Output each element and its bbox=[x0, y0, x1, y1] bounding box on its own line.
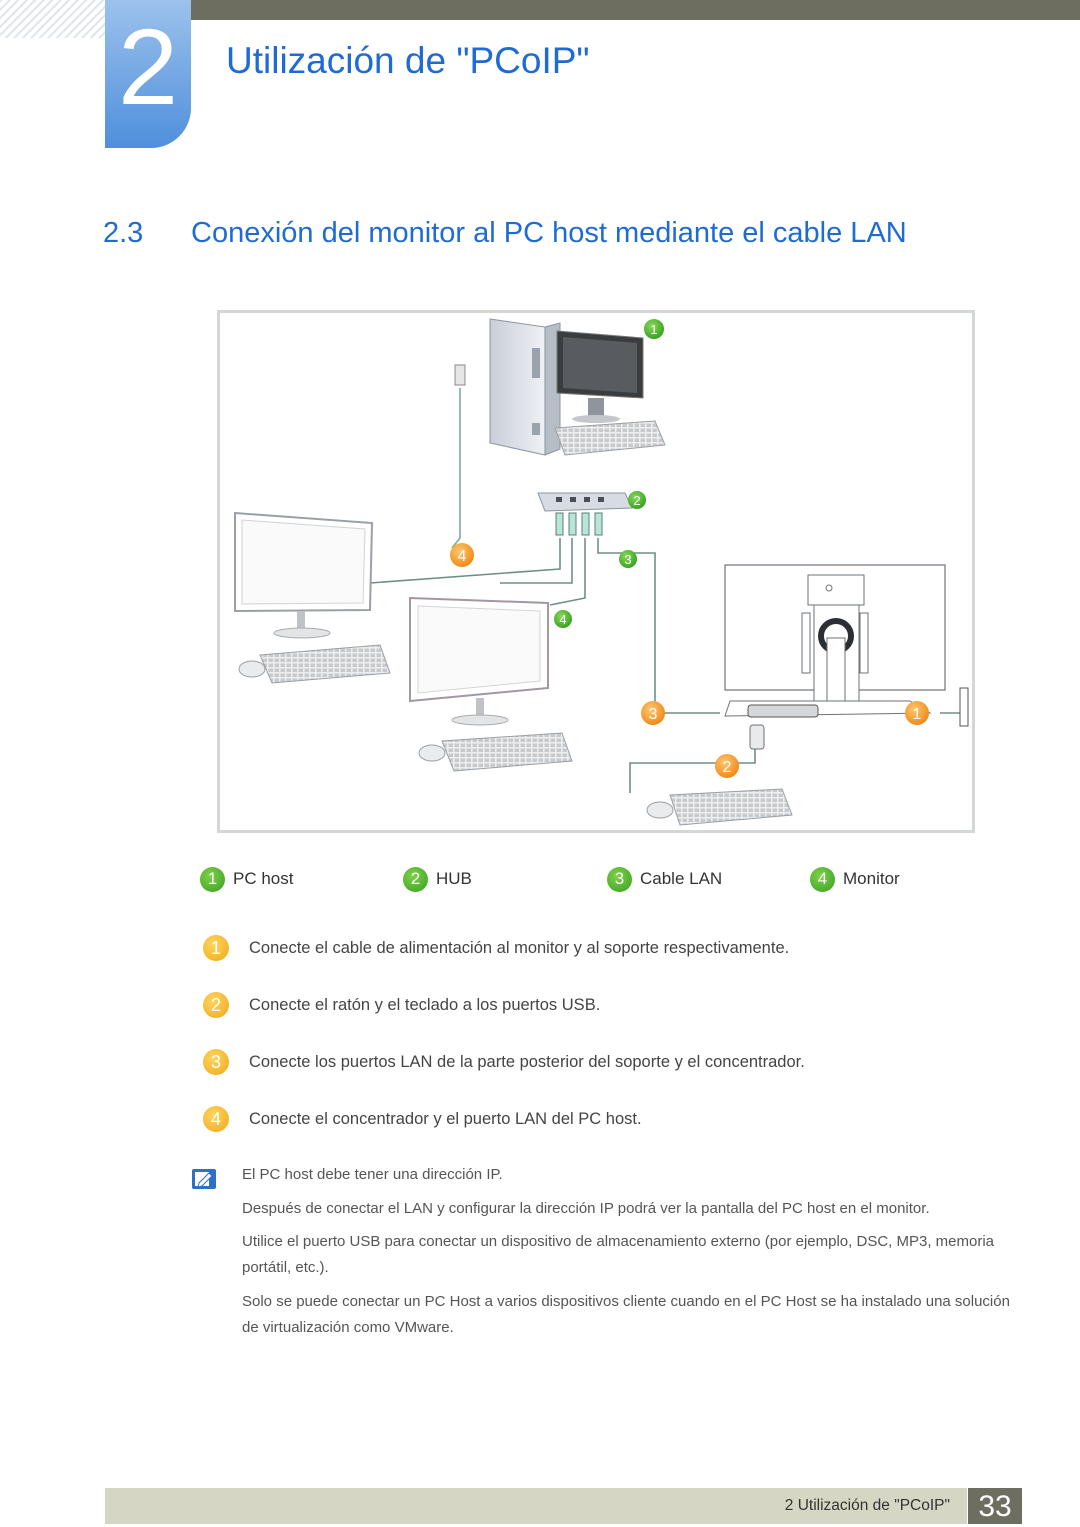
step-item bbox=[203, 1048, 1063, 1076]
note-text: Después de conectar el LAN y configurar la dirección IP podrá ver la pantalla del PC host en el monitor. bbox=[242, 1200, 930, 1217]
callout-hub-text: 2 bbox=[633, 493, 641, 508]
callout-usb-text: 2 bbox=[722, 759, 732, 776]
section-number: 2.3 bbox=[103, 217, 144, 249]
pc-tower bbox=[490, 319, 560, 455]
left-keyboard bbox=[260, 645, 390, 683]
lan-cable-center-monitor bbox=[500, 538, 572, 583]
step-item bbox=[203, 1105, 1063, 1133]
legend-label: Monitor bbox=[843, 869, 900, 888]
legend-item-pc-host bbox=[200, 866, 293, 892]
callout-power-text: 1 bbox=[912, 706, 922, 723]
callout-lan-port bbox=[641, 701, 665, 725]
legend-number: 4 bbox=[810, 867, 835, 892]
note-text: Solo se puede conectar un PC Host a varios dispositivos cliente cuando en el PC Host se ha instalado una solución de virtualización como VMware. bbox=[242, 1293, 1010, 1336]
header-hatch-pattern bbox=[0, 0, 105, 38]
section-heading bbox=[103, 217, 907, 250]
legend-number: 2 bbox=[403, 867, 428, 892]
pc-keyboard bbox=[555, 421, 665, 455]
chapter-title: Utilización de "PCoIP" bbox=[226, 40, 590, 81]
lan-plug bbox=[455, 365, 465, 385]
legend-item-lan-cable bbox=[607, 866, 722, 892]
step-number: 3 bbox=[203, 1049, 229, 1075]
center-keyboard bbox=[442, 733, 572, 771]
step-item bbox=[203, 934, 1063, 962]
chapter-number: 2 bbox=[117, 6, 179, 127]
pc-monitor bbox=[557, 331, 643, 423]
step-number: 2 bbox=[203, 992, 229, 1018]
connection-diagram bbox=[217, 310, 975, 833]
legend-item-hub bbox=[403, 866, 472, 892]
lan-cable-stand bbox=[598, 538, 720, 713]
legend-number: 1 bbox=[200, 867, 225, 892]
callout-pc-host-text: 1 bbox=[650, 322, 658, 337]
step-item bbox=[203, 991, 1063, 1019]
usb-plug bbox=[750, 725, 764, 749]
legend-item-monitor bbox=[810, 866, 900, 892]
callout-hub bbox=[628, 491, 646, 509]
callout-pc-host bbox=[644, 319, 664, 339]
header-bar bbox=[190, 0, 1080, 20]
connection-diagram-svg bbox=[220, 313, 972, 830]
step-number: 4 bbox=[203, 1106, 229, 1132]
section-title: Conexión del monitor al PC host mediante el cable LAN bbox=[191, 217, 907, 249]
client-monitor-center bbox=[410, 598, 548, 725]
callout-lan-port-text: 3 bbox=[648, 706, 658, 723]
step-text: Conecte el cable de alimentación al monitor y al soporte respectivamente. bbox=[249, 938, 790, 957]
callout-monitor-center-text: 4 bbox=[559, 612, 567, 627]
callout-monitor-left bbox=[450, 543, 474, 567]
legend-number: 3 bbox=[607, 867, 632, 892]
power-outlet bbox=[960, 688, 968, 726]
lan-cable-pc bbox=[452, 388, 460, 548]
lan-cable-extra bbox=[550, 538, 585, 605]
footer-chapter-label: 2 Utilización de "PCoIP" bbox=[784, 1497, 950, 1514]
callout-monitor-center bbox=[554, 610, 572, 628]
step-text: Conecte el ratón y el teclado a los puertos USB. bbox=[249, 995, 601, 1014]
callout-power bbox=[905, 701, 929, 725]
step-text: Conecte el concentrador y el puerto LAN del PC host. bbox=[249, 1109, 642, 1128]
note-text: Utilice el puerto USB para conectar un dispositivo de almacenamiento externo (por ejemplo, DSC, MP3, memoria portátil, etc.). bbox=[242, 1233, 995, 1276]
legend-label: HUB bbox=[436, 869, 472, 888]
right-keyboard bbox=[670, 789, 792, 825]
legend-label: PC host bbox=[233, 869, 294, 888]
client-monitor-left bbox=[235, 513, 372, 638]
page-number: 33 bbox=[968, 1488, 1022, 1524]
left-mouse bbox=[239, 661, 265, 677]
legend-label: Cable LAN bbox=[640, 869, 723, 888]
step-number: 1 bbox=[203, 935, 229, 961]
hub-device bbox=[538, 493, 632, 535]
client-monitor-rear bbox=[725, 565, 945, 717]
center-mouse bbox=[419, 745, 445, 761]
callout-usb bbox=[715, 754, 739, 778]
callout-lan-cable-text: 3 bbox=[624, 552, 632, 567]
note-pencil-icon bbox=[191, 1168, 217, 1190]
right-mouse bbox=[647, 802, 673, 818]
note-text: El PC host debe tener una dirección IP. bbox=[242, 1166, 503, 1183]
step-text: Conecte los puertos LAN de la parte posterior del soporte y el concentrador. bbox=[249, 1052, 805, 1071]
callout-monitor-left-text: 4 bbox=[457, 548, 467, 565]
callout-lan-cable bbox=[619, 550, 637, 568]
